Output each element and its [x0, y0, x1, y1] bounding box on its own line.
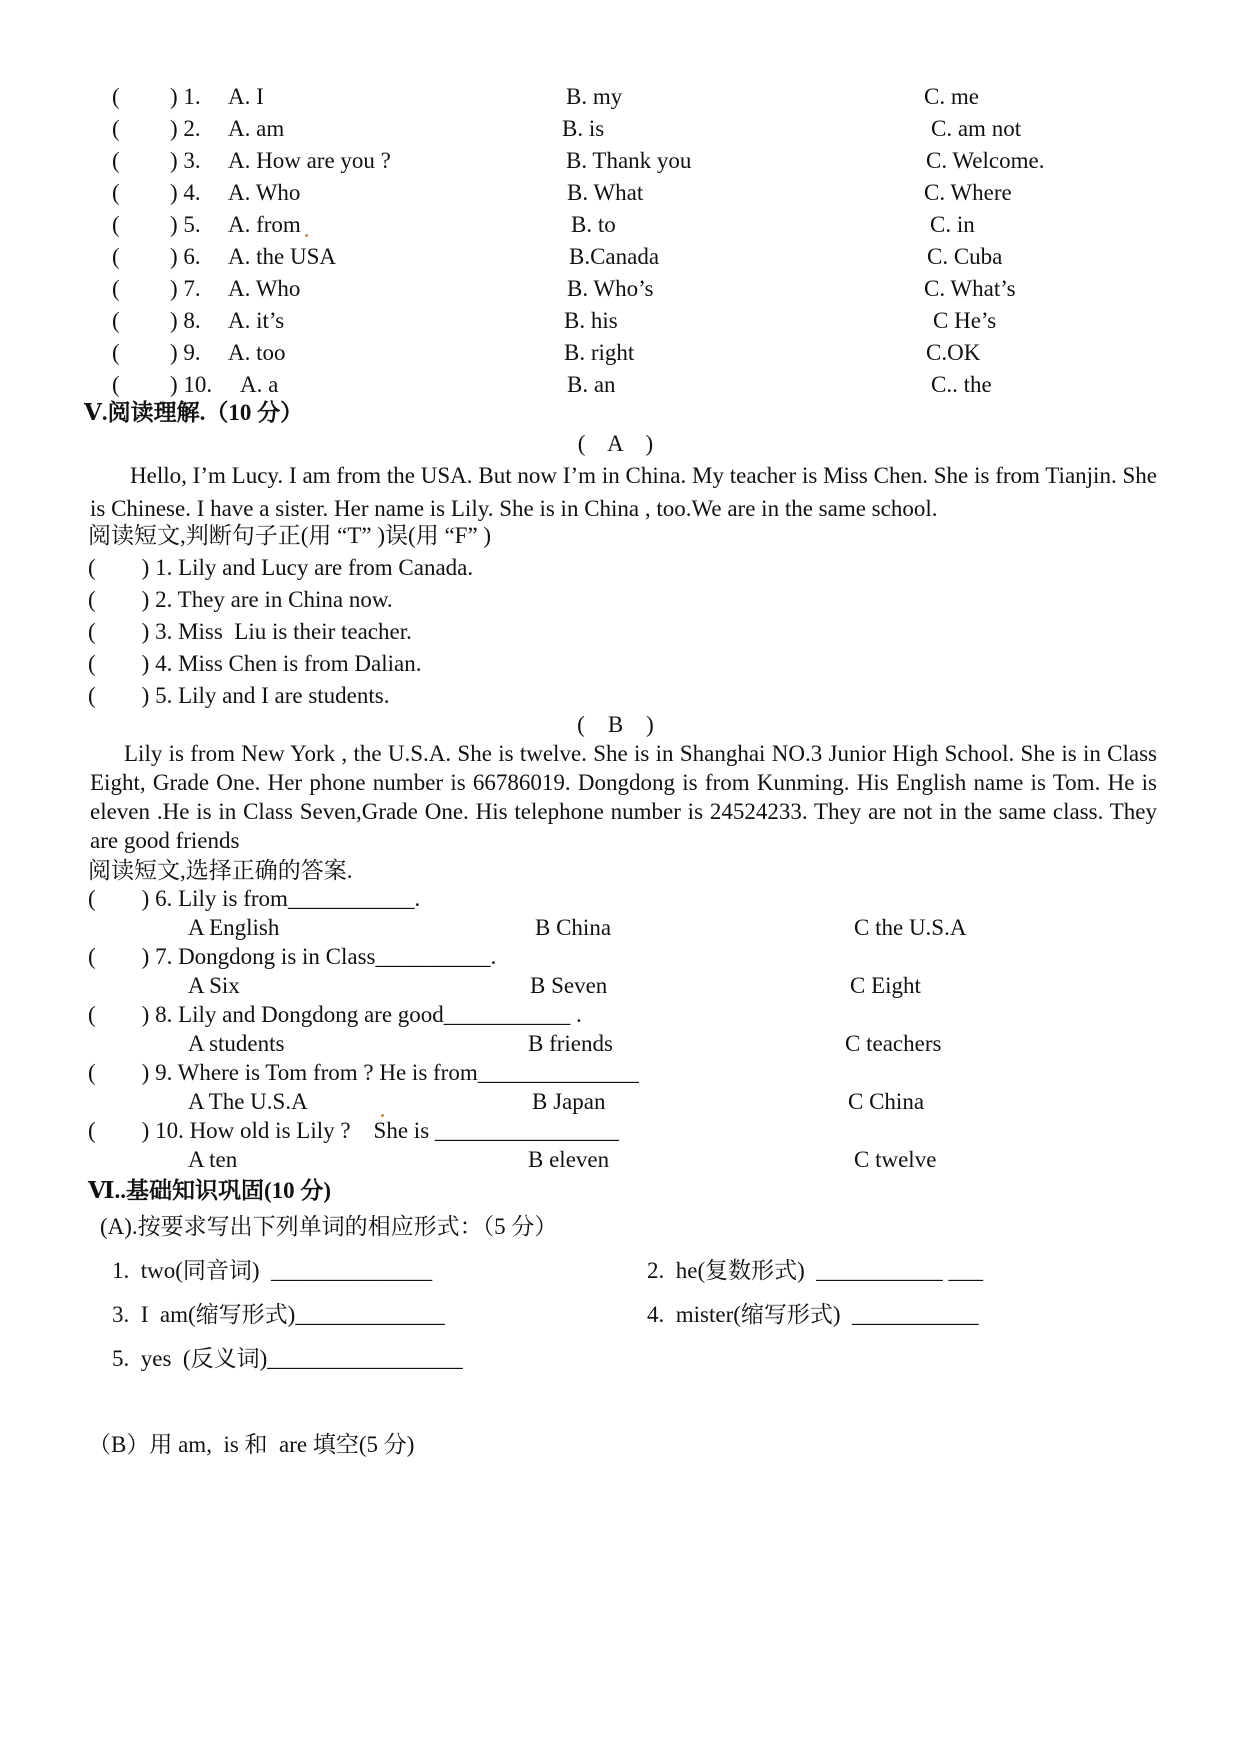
- row-8-option-b: B. his: [564, 308, 618, 333]
- mc-question: ( ) 9. Where is Tom from ? He is from______________: [88, 1060, 639, 1085]
- mc-question: ( ) 6. Lily is from___________.: [88, 886, 421, 911]
- row-10-option-c: C.. the: [931, 372, 992, 397]
- passage-b-label: ( B ): [577, 712, 654, 737]
- mc-option-a: A English: [188, 915, 280, 940]
- row-1-paren: (: [112, 84, 120, 109]
- word-item-1: 1. two(同音词) ______________: [112, 1258, 433, 1283]
- tf-item: ( ) 5. Lily and I are students.: [88, 683, 390, 708]
- row-1-option-b: B. my: [566, 84, 623, 109]
- mc-option-b: B eleven: [528, 1147, 610, 1172]
- mc-option-c: C teachers: [845, 1031, 942, 1056]
- section-6-title: Ⅵ..基础知识巩固(10 分): [88, 1178, 332, 1203]
- row-7-close: ) 7.: [170, 276, 201, 301]
- passage-b-text: Lily is from New York , the U.S.A. She is twelve. She is in Shanghai NO.3 Junior High School. She is in Class Eight, Grade One. Her phone number is 66786019. Dongdong is from Kunming. His English name is Tom. He is eleven .He is in Class Seven,Grade One. His telephone number is 24524233. They are not in the same class. They are good friends: [90, 741, 1157, 853]
- mc-option-a: A ten: [188, 1147, 238, 1172]
- row-1-close: ) 1.: [170, 84, 201, 109]
- row-4-option-a: A. Who: [228, 180, 301, 205]
- row-4-paren: (: [112, 180, 120, 205]
- row-6-option-b: B.Canada: [569, 244, 660, 269]
- row-5-close: ) 5.: [170, 212, 201, 237]
- row-5-option-c: C. in: [930, 212, 975, 237]
- row-9-close: ) 9.: [170, 340, 201, 365]
- row-6-close: ) 6.: [170, 244, 201, 269]
- mc-option-c: C Eight: [850, 973, 921, 998]
- row-4-close: ) 4.: [170, 180, 201, 205]
- row-6-option-c: C. Cuba: [927, 244, 1003, 269]
- tf-item: ( ) 1. Lily and Lucy are from Canada.: [88, 555, 474, 580]
- word-item-3: 3. I am(缩写形式)_____________: [112, 1302, 445, 1327]
- row-8-close: ) 8.: [170, 308, 201, 333]
- mc-option-b: B friends: [528, 1031, 613, 1056]
- mc-option-b: B Seven: [530, 973, 608, 998]
- row-5-option-b: B. to: [571, 212, 616, 237]
- instruction-a: 阅读短文,判断句子正(用 “T” )误(用 “F” ): [88, 523, 492, 548]
- row-5-paren: (: [112, 212, 120, 237]
- mc-option-a: A The U.S.A: [188, 1089, 308, 1114]
- part-a-title: (A).按要求写出下列单词的相应形式：（5 分）: [100, 1214, 558, 1239]
- row-2-option-c: C. am not: [931, 116, 1022, 141]
- tf-item: ( ) 2. They are in China now.: [88, 587, 393, 612]
- tf-item: ( ) 3. Miss Liu is their teacher.: [88, 619, 412, 644]
- mc-option-a: A students: [188, 1031, 285, 1056]
- mc-question: ( ) 8. Lily and Dongdong are good___________ .: [88, 1002, 582, 1027]
- instruction-b: 阅读短文,选择正确的答案.: [88, 858, 353, 883]
- row-8-option-c: C He’s: [933, 308, 997, 333]
- row-3-paren: (: [112, 148, 120, 173]
- row-9-option-a: A. too: [228, 340, 286, 365]
- row-2-paren: (: [112, 116, 120, 141]
- word-item-4: 4. mister(缩写形式) ___________: [647, 1302, 979, 1327]
- row-4-option-c: C. Where: [924, 180, 1012, 205]
- mc-option-a: A Six: [188, 973, 240, 998]
- mc-option-c: C China: [848, 1089, 925, 1114]
- mc-option-c: C twelve: [854, 1147, 937, 1172]
- row-6-paren: (: [112, 244, 120, 269]
- passage-a-label: ( A ): [577, 431, 654, 456]
- row-6-option-a: A. the USA: [228, 244, 336, 269]
- scan-dot: [381, 1114, 384, 1117]
- row-7-option-a: A. Who: [228, 276, 301, 301]
- row-10-close: ) 10.: [170, 372, 213, 397]
- mc-option-b: B China: [535, 915, 612, 940]
- row-7-option-c: C. What’s: [924, 276, 1016, 301]
- row-1-option-a: A. I: [228, 84, 264, 109]
- passage-a-text: Hello, I’m Lucy. I am from the USA. But now I’m in China. My teacher is Miss Chen. She is from Tianjin. She is Chinese. I have a sister. Her name is Lily. She is in China , too.We are in the same school.: [90, 463, 1157, 521]
- row-2-option-b: B. is: [562, 116, 605, 141]
- word-item-5: 5. yes (反义词)_________________: [112, 1346, 463, 1371]
- row-3-option-a: A. How are you ?: [228, 148, 391, 173]
- mc-option-b: B Japan: [532, 1089, 606, 1114]
- row-10-option-a: A. a: [240, 372, 279, 397]
- tf-item: ( ) 4. Miss Chen is from Dalian.: [88, 651, 422, 676]
- row-8-option-a: A. it’s: [228, 308, 285, 333]
- row-5-option-a: A. from: [228, 212, 301, 237]
- section-5-title: Ⅴ.阅读理解.（10 分）: [84, 400, 304, 425]
- row-1-option-c: C. me: [924, 84, 979, 109]
- mc-question: ( ) 7. Dongdong is in Class__________.: [88, 944, 497, 969]
- mc-option-c: C the U.S.A: [854, 915, 967, 940]
- row-2-option-a: A. am: [228, 116, 285, 141]
- row-9-option-c: C.OK: [926, 340, 981, 365]
- row-8-paren: (: [112, 308, 120, 333]
- row-9-paren: (: [112, 340, 120, 365]
- row-7-paren: (: [112, 276, 120, 301]
- row-3-option-c: C. Welcome.: [926, 148, 1045, 173]
- row-3-close: ) 3.: [170, 148, 201, 173]
- row-10-option-b: B. an: [567, 372, 616, 397]
- scan-dot: [305, 234, 308, 237]
- mc-question: ( ) 10. How old is Lily ? She is ________________: [88, 1118, 619, 1143]
- word-item-2: 2. he(复数形式) ___________ ___: [647, 1258, 984, 1283]
- row-9-option-b: B. right: [564, 340, 635, 365]
- row-3-option-b: B. Thank you: [566, 148, 692, 173]
- row-10-paren: (: [112, 372, 120, 397]
- row-4-option-b: B. What: [567, 180, 644, 205]
- part-b-title: （B）用 am, is 和 are 填空(5 分): [88, 1432, 415, 1457]
- row-7-option-b: B. Who’s: [567, 276, 654, 301]
- row-2-close: ) 2.: [170, 116, 201, 141]
